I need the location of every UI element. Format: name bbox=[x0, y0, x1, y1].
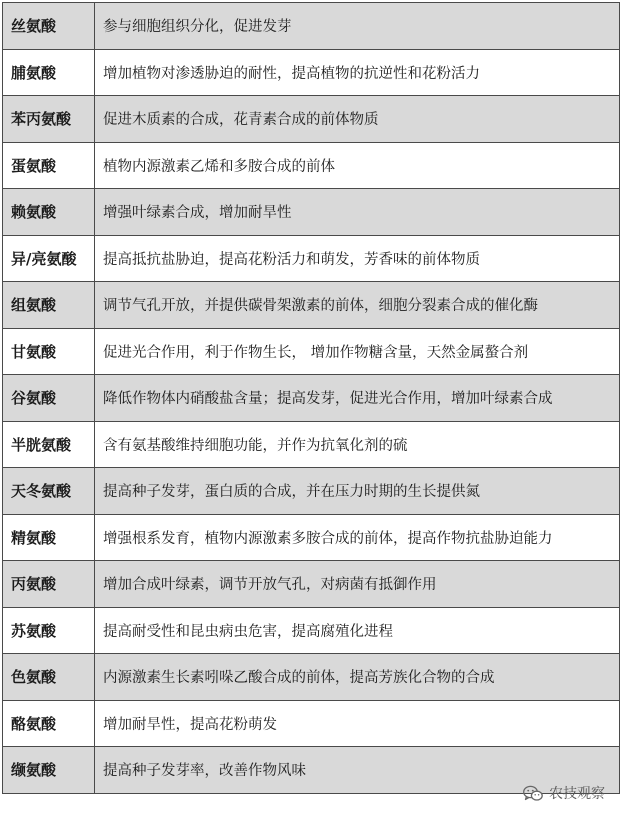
amino-acid-function: 提高种子发芽，蛋白质的合成，并在压力时期的生长提供氮 bbox=[95, 468, 620, 515]
amino-acid-name: 苯丙氨酸 bbox=[3, 96, 95, 143]
table-row bbox=[3, 607, 620, 654]
amino-acid-name: 半胱氨酸 bbox=[3, 421, 95, 468]
amino-acid-function: 参与细胞组织分化，促进发芽 bbox=[95, 3, 620, 50]
amino-acid-function: 提高种子发芽率，改善作物风味 bbox=[95, 747, 620, 794]
amino-acid-function: 内源激素生长素吲哚乙酸合成的前体，提高芳族化合物的合成 bbox=[95, 654, 620, 701]
amino-acid-name: 异/亮氨酸 bbox=[3, 235, 95, 282]
amino-acid-name: 缬氨酸 bbox=[3, 747, 95, 794]
amino-acid-name: 组氨酸 bbox=[3, 282, 95, 329]
table-row bbox=[3, 468, 620, 515]
amino-acid-function: 含有氨基酸维持细胞功能，并作为抗氧化剂的硫 bbox=[95, 421, 620, 468]
amino-acid-name: 脯氨酸 bbox=[3, 49, 95, 96]
amino-acid-name: 色氨酸 bbox=[3, 654, 95, 701]
table-row bbox=[3, 700, 620, 747]
table-row bbox=[3, 514, 620, 561]
wechat-icon bbox=[523, 785, 543, 802]
watermark-text: 农技观察 bbox=[549, 786, 605, 802]
table-row bbox=[3, 235, 620, 282]
watermark bbox=[523, 783, 605, 803]
amino-acid-name: 谷氨酸 bbox=[3, 375, 95, 422]
amino-acid-function: 增加植物对渗透胁迫的耐性，提高植物的抗逆性和花粉活力 bbox=[95, 49, 620, 96]
table-row bbox=[3, 654, 620, 701]
amino-acid-table bbox=[2, 2, 620, 794]
amino-acid-table-wrapper bbox=[2, 2, 619, 794]
amino-acid-function: 降低作物体内硝酸盐含量；提高发芽，促进光合作用，增加叶绿素合成 bbox=[95, 375, 620, 422]
amino-acid-function: 增强根系发育，植物内源激素多胺合成的前体，提高作物抗盐胁迫能力 bbox=[95, 514, 620, 561]
amino-acid-name: 赖氨酸 bbox=[3, 189, 95, 236]
table-row bbox=[3, 3, 620, 50]
amino-acid-name: 精氨酸 bbox=[3, 514, 95, 561]
table-row bbox=[3, 96, 620, 143]
amino-acid-name: 蛋氨酸 bbox=[3, 142, 95, 189]
table-row bbox=[3, 49, 620, 96]
table-row bbox=[3, 328, 620, 375]
amino-acid-function: 增加合成叶绿素，调节开放气孔，对病菌有抵御作用 bbox=[95, 561, 620, 608]
table-row bbox=[3, 189, 620, 236]
table-row bbox=[3, 375, 620, 422]
amino-acid-name: 丝氨酸 bbox=[3, 3, 95, 50]
amino-acid-name: 甘氨酸 bbox=[3, 328, 95, 375]
amino-acid-function: 增加耐旱性，提高花粉萌发 bbox=[95, 700, 620, 747]
amino-acid-name: 苏氨酸 bbox=[3, 607, 95, 654]
amino-acid-function: 提高耐受性和昆虫病虫危害，提高腐殖化进程 bbox=[95, 607, 620, 654]
table-row bbox=[3, 561, 620, 608]
table-row bbox=[3, 142, 620, 189]
amino-acid-function: 植物内源激素乙烯和多胺合成的前体 bbox=[95, 142, 620, 189]
amino-acid-function: 促进木质素的合成，花青素合成的前体物质 bbox=[95, 96, 620, 143]
amino-acid-function: 调节气孔开放，并提供碳骨架激素的前体，细胞分裂素合成的催化酶 bbox=[95, 282, 620, 329]
amino-acid-function: 提高抵抗盐胁迫，提高花粉活力和萌发，芳香味的前体物质 bbox=[95, 235, 620, 282]
amino-acid-function: 增强叶绿素合成，增加耐旱性 bbox=[95, 189, 620, 236]
amino-acid-function: 促进光合作用，利于作物生长， 增加作物糖含量，天然金属螯合剂 bbox=[95, 328, 620, 375]
table-row bbox=[3, 421, 620, 468]
amino-acid-name: 酪氨酸 bbox=[3, 700, 95, 747]
amino-acid-name: 丙氨酸 bbox=[3, 561, 95, 608]
table-row bbox=[3, 282, 620, 329]
amino-acid-name: 天冬氨酸 bbox=[3, 468, 95, 515]
